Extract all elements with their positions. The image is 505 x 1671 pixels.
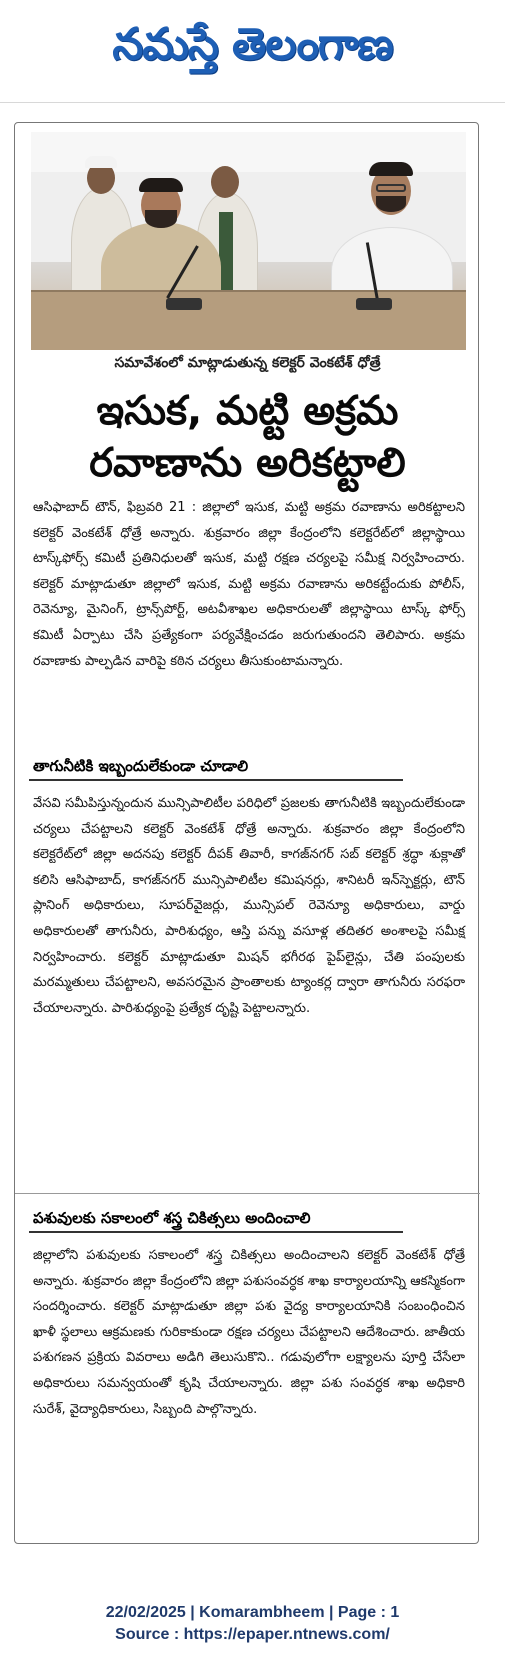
- headline-line-2: రవాణాను అరికట్టాలి: [89, 440, 406, 486]
- photo-caption: సమావేశంలో మాట్లాడుతున్న కలెక్టర్ వెంకటేశ్ ధోత్రే: [114, 355, 381, 371]
- section-heading-drinking-water: తాగునీటికి ఇబ్బందులేకుండా చూడాలి: [29, 753, 403, 781]
- headline-line-1: ఇసుక, మట్టి అక్రమ: [96, 388, 399, 434]
- section-body-drinking-water: వేసవి సమీపిస్తున్నందున మున్సిపాలిటీల పరిధిలో ప్రజలకు తాగునీటికి ఇబ్బందులేకుండా చర్యలు చేపట్టాలని కలెక్టర్ వెంకటేశ్ ధోత్రే అన్నారు. శుక్రవారం జిల్లా కేంద్రంలోని కలెక్టరేట్‌లో జిల్లా అదనపు కలెక్టర్ దీపక్ తివారీ, కాగజ్‌నగర్ సబ్ కలెక్టర్ శ్రద్ధా శుక్లాతో కలిసి ఆసిఫాబాద్, కాగజ్‌నగర్ మున్సిపాలిటీల కమిషనర్లు, శానిటరీ ఇన్‌స్పెక్టర్లు, టౌన్ ప్లానింగ్ అధికారులు, సూపర్‌వైజర్లు, మున్సిపల్ రెవెన్యూ అధికారులు, వార్డు అధికారులతో తాగునీరు, పారిశుధ్యం, ఆస్తి పన్ను వసూళ్ల తదితర అంశాలపై సమీక్ష నిర్వహించారు. కలెక్టర్ మాట్లాడుతూ మిషన్ భగీరథ పైప్‌లైన్లు, చేతి పంపులకు మరమ్మతులు చేపట్టాలని, అవసరమైన ప్రాంతాలకు ట్యాంకర్ల ద్వారా తాగునీరు సరఫరా చేయాలన్నారు. పారిశుధ్యంపై ప్రత్యేక దృష్టి పెట్టాలన్నారు.: [33, 796, 465, 1016]
- article-headline: [15, 385, 480, 489]
- article-photo: [31, 132, 466, 350]
- intro-paragraph: ఆసిఫాబాద్ టౌన్, ఫిబ్రవరి 21 : జిల్లాలో ఇసుక, మట్టి అక్రమ రవాణాను అరికట్టాలని కలెక్టర్ వెంకటేశ్ ధోత్రే అన్నారు. శుక్రవారం జిల్లా కేంద్రంలోని కలెక్టరేట్‌లో జిల్లాస్థాయి టాస్క్‌ఫోర్స్ కమిటీ ప్రతినిధులతో ఇసుక, మట్టి రక్షణ చర్యలపై సమీక్ష నిర్వహించారు. కలెక్టర్ మాట్లాడుతూ జిల్లాలో ఇసుక, మట్టి అక్రమ రవాణాను అరికట్టేందుకు పోలీస్, రెవెన్యూ, మైనింగ్, ట్రాన్స్‌పోర్ట్, అటవీశాఖల అధికారులతో జిల్లాస్థాయి టాస్క్ ఫోర్స్ కమిటీ ఏర్పాటు చేసి ప్రత్యేకంగా పర్యవేక్షించడం జరుగుతుందని తెలిపారు. అక్రమ రవాణాకు పాల్పడిన వారిపై కఠిన చర్యలు తీసుకుంటామన్నారు.: [33, 500, 465, 669]
- news-article: [14, 122, 479, 1544]
- section-body-livestock: జిల్లాలోని పశువులకు సకాలంలో శస్త్ర చికిత్సలు అందించాలని కలెక్టర్ వెంకటేశ్ ధోత్రే అన్నారు. శుక్రవారం జిల్లా కేంద్రంలోని జిల్లా పశుసంవర్ధక శాఖ కార్యాలయాన్ని ఆకస్మికంగా సందర్శించారు. కలెక్టర్ మాట్లాడుతూ జిల్లా పశు వైద్య కార్యాలయానికి సంబంధించిన ఖాళీ స్థలాలు ఆక్రమణకు గురికాకుండా రక్షణ చర్యలు చేపట్టాలని ఆదేశించారు. జాతీయ పశుగణన ప్రక్రియ వివరాలు అడిగి తెలుసుకొని.. గడువులోగా లక్ష్యాలను పూర్తి చేసేలా అధికారులు సమన్వయంతో కృషి చేయాలన్నారు. జిల్లా పశు సంవర్ధక శాఖ అధికారి సురేశ్, వైద్యాధికారులు, సిబ్బంది పాల్గొన్నారు.: [33, 1248, 465, 1417]
- source-link[interactable]: Source : https://epaper.ntnews.com/: [115, 1626, 390, 1643]
- masthead-divider: [0, 102, 505, 103]
- newspaper-masthead: నమస్తే తెలంగాణ: [112, 19, 393, 70]
- section-divider: [15, 1193, 480, 1194]
- section-heading-livestock: పశువులకు సకాలంలో శస్త్ర చికిత్సలు అందించాలి: [29, 1205, 403, 1233]
- edition-info: 22/02/2025 | Komarambheem | Page : 1: [105, 1604, 400, 1621]
